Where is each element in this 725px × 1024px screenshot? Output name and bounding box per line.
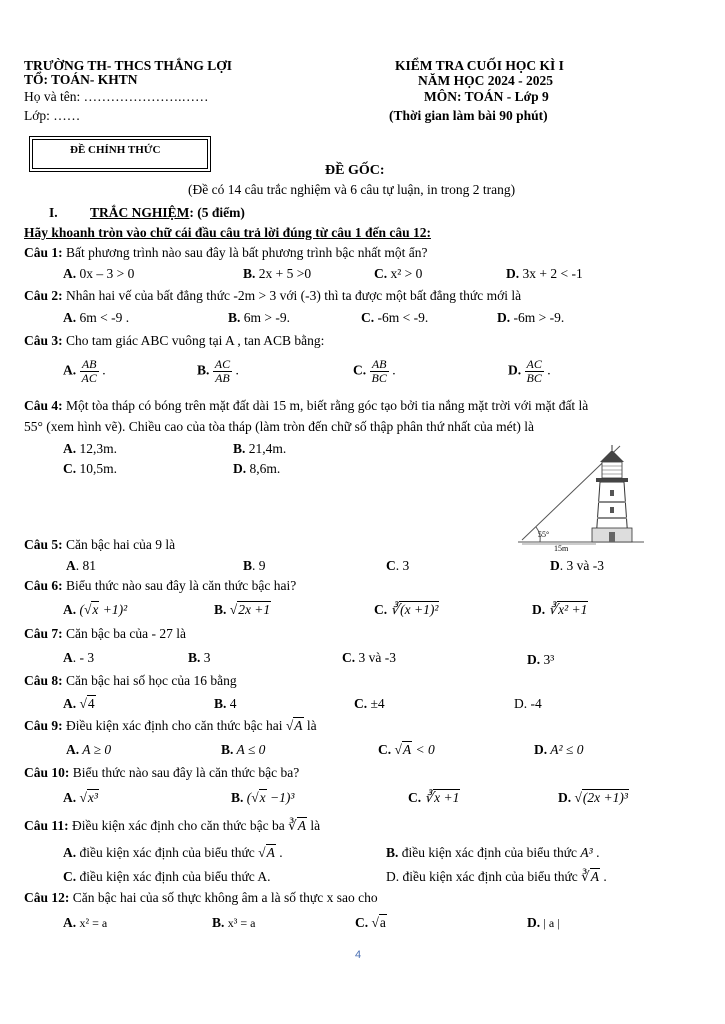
instruction: Hãy khoanh tròn vào chữ cái đầu câu trả lời đúng từ câu 1 đến câu 12: [24,225,431,240]
q8-option-c[interactable]: C. ±4 [354,696,385,711]
section-title: TRẮC NGHIỆM [90,205,190,220]
question-4: Câu 4: Một tòa tháp có bóng trên mặt đất dài 15 m, biết rằng góc tạo bởi tia nắng mặt trời với mặt đất là [24,398,589,413]
lighthouse-figure [516,440,651,552]
q6-option-c[interactable]: C. ∛(x +1)² [374,602,439,617]
section-heading [90,205,245,221]
q12-option-c[interactable]: C. √a [355,915,386,930]
q1-option-d[interactable]: D. 3x + 2 < -1 [506,266,583,281]
lantern-roof [600,450,624,462]
class-field[interactable]: Lớp: …… [24,108,81,123]
q12-option-d[interactable]: D. | a | [527,915,560,930]
duration: (Thời gian làm bài 90 phút) [389,108,548,123]
q10-option-d[interactable]: D. √(2x +1)³ [558,790,628,805]
q10-option-a[interactable]: A. √x³ [63,790,98,805]
school-name: TRƯỜNG TH- THCS THẮNG LỢI [24,58,233,73]
q1-option-c[interactable]: C. x² > 0 [374,266,423,281]
q1-option-a[interactable]: A. 0x – 3 > 0 [63,266,135,281]
question-4-line2: 55° (xem hình vẽ). Chiều cao của tòa tháp (làm tròn đến chữ số thập phân thứ nhất của mét) là [24,419,535,434]
q1-option-b[interactable]: B. 2x + 5 >0 [243,266,312,281]
q3-option-c[interactable]: C. $\frac{AB}{BC}$ . [353,357,396,385]
q5-option-c[interactable]: C. 3 [386,558,410,573]
q11-option-c[interactable]: C. điều kiện xác định của biểu thức A. [63,869,271,884]
question-10: Câu 10: Biểu thức nào sau đây là căn thức bậc ba? [24,765,300,780]
q4-option-d[interactable]: D. 8,6m. [233,461,281,476]
student-name-field[interactable]: Họ và tên: ………………….…… [24,89,209,104]
angle-label: 55° [538,530,550,539]
q11-option-b[interactable]: B. điều kiện xác định của biểu thức A³ . [386,845,600,860]
question-3: Câu 3: Cho tam giác ABC vuông tại A , tan ACB bằng: [24,333,325,348]
q7-option-c[interactable]: C. 3 và -3 [342,650,396,665]
length-label: 15m [554,544,569,552]
question-2: Câu 2: Nhân hai vế của bất đẳng thức -2m > 3 với (-3) thì ta được một bất đẳng thức mới là [24,288,522,303]
q8-option-b[interactable]: B. 4 [214,696,237,711]
q2-option-d[interactable]: D. -6m > -9. [497,310,565,325]
q2-option-c[interactable]: C. -6m < -9. [361,310,429,325]
question-1: Câu 1: Bất phương trình nào sau đây là bất phương trình bậc nhất một ẩn? [24,245,428,260]
q4-option-b[interactable]: B. 21,4m. [233,441,287,456]
q10-option-b[interactable]: B. (√x −1)³ [231,790,295,805]
school-year: NĂM HỌC 2024 - 2025 [418,73,553,88]
q2-option-a[interactable]: A. 6m < -9 . [63,310,130,325]
q5-option-d[interactable]: D. 3 và -3 [550,558,604,573]
q2-option-b[interactable]: B. 6m > -9. [228,310,291,325]
question-6: Câu 6: Biểu thức nào sau đây là căn thức bậc hai? [24,578,297,593]
question-7: Câu 7: Căn bậc ba của - 27 là [24,626,186,641]
q7-option-d[interactable]: D. 3³ [527,652,555,667]
q12-option-a[interactable]: A. x² = a [63,915,108,930]
question-5: Câu 5: Căn bậc hai của 9 là [24,537,176,552]
q3-option-b[interactable]: B. $\frac{AC}{AB}$ . [197,357,239,385]
q10-option-c[interactable]: C. ∛x +1 [408,790,460,805]
q7-option-a[interactable]: A. - 3 [63,650,95,665]
q8-option-a[interactable]: A. √4 [63,696,95,711]
q9-option-b[interactable]: B. A ≤ 0 [221,742,266,757]
q3-option-a[interactable]: A. $\frac{AB}{AC}$ . [63,357,106,385]
exam-note: (Đề có 14 câu trắc nghiệm và 6 câu tự luận, in trong 2 trang) [188,182,516,197]
gallery-rail [596,478,628,482]
q11-option-a[interactable]: A. điều kiện xác định của biểu thức √A . [63,845,283,860]
subject: MÔN: TOÁN - Lớp 9 [424,89,549,104]
exam-title: KIỂM TRA CUỐI HỌC KÌ I [395,58,564,73]
q6-option-d[interactable]: D. ∛x² +1 [532,602,588,617]
q4-option-a[interactable]: A. 12,3m. [63,441,118,456]
q8-option-d[interactable]: D. -4 [514,696,542,711]
question-12: Câu 12: Căn bậc hai của số thực không âm a là số thực x sao cho [24,890,378,905]
q4-option-c[interactable]: C. 10,5m. [63,461,118,476]
page-number: 4 [355,949,362,961]
section-points: : (5 điểm) [189,205,245,220]
q9-option-d[interactable]: D. A² ≤ 0 [534,742,584,757]
question-11: Câu 11: Điều kiện xác định cho căn thức bậc ba ∛A là [24,818,321,833]
team-name: TỔ: TOÁN- KHTN [24,72,138,87]
q7-option-b[interactable]: B. 3 [188,650,211,665]
q11-option-d[interactable]: D. điều kiện xác định của biểu thức ∛A . [386,869,607,884]
q6-option-b[interactable]: B. √2x +1 [214,602,271,617]
q5-option-a[interactable]: A. 81 [66,558,96,573]
q9-option-c[interactable]: C. √A < 0 [378,742,435,757]
question-8: Câu 8: Căn bậc hai số học của 16 bằng [24,673,237,688]
official-label: ĐỀ CHÍNH THỨC [70,144,161,156]
q12-option-b[interactable]: B. x³ = a [212,915,256,930]
q5-option-b[interactable]: B. 9 [243,558,266,573]
q6-option-a[interactable]: A. (√x +1)² [63,602,128,617]
official-stamp-box [29,136,211,172]
exam-code-title: ĐỀ GỐC: [325,163,385,178]
section-number: I. [49,205,58,220]
tower-door [609,532,615,542]
q9-option-a[interactable]: A. A ≥ 0 [66,742,112,757]
q3-option-d[interactable]: D. $\frac{AC}{BC}$ . [508,357,551,385]
question-9: Câu 9: Điều kiện xác định cho căn thức bậc hai √A là [24,718,317,733]
